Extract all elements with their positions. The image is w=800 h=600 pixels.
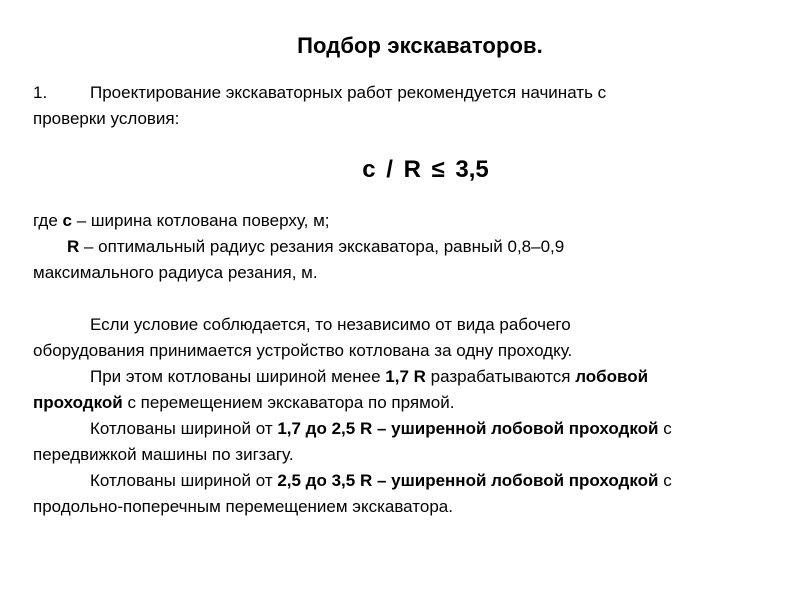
paragraph-3-text-a: Котлованы шириной от bbox=[90, 419, 278, 438]
paragraph-1 bbox=[33, 312, 773, 338]
r-definition: – оптимальный радиус резания экскаватора, равный 0,8–0,9 bbox=[79, 237, 565, 256]
paragraph-1-line1: Если условие соблюдается, то независимо от вида рабочего bbox=[90, 315, 571, 334]
pass-term: проходкой bbox=[33, 393, 123, 412]
item-number: 1. bbox=[33, 83, 48, 102]
paragraph-3 bbox=[33, 416, 773, 442]
paragraph-4-text-c: с bbox=[658, 471, 672, 490]
paragraph-2-text-c: разрабатываются bbox=[425, 367, 576, 386]
width-limit-1-7r: 1,7 R bbox=[385, 367, 426, 386]
c-symbol: с bbox=[62, 211, 73, 230]
paragraph-4 bbox=[33, 468, 773, 494]
item-1 bbox=[33, 80, 773, 132]
item-1-text-line1: Проектирование экскаваторных работ рекомендуется начинать с bbox=[90, 83, 607, 102]
paragraph-2 bbox=[33, 364, 773, 390]
widened-frontal-pass-1: 1,7 до 2,5 R – уширенной лобовой проходкой bbox=[277, 419, 659, 438]
paragraph-1-line2: оборудования принимается устройство котлована за одну проходку. bbox=[33, 341, 573, 360]
c-definition: – ширина котлована поверху, м; bbox=[72, 211, 330, 230]
definition-r bbox=[33, 234, 773, 260]
item-1-text-line2: проверки условия: bbox=[33, 109, 180, 128]
paragraph-4-text-a: Котлованы шириной от bbox=[90, 471, 278, 490]
paragraph-4-line2: продольно-поперечным перемещением экскаватора. bbox=[33, 497, 453, 516]
r-symbol: R bbox=[67, 237, 80, 256]
slide-title: Подбор экскаваторов. bbox=[297, 33, 543, 58]
widened-frontal-pass-2: 2,5 до 3,5 R – уширенной лобовой проходкой bbox=[277, 471, 659, 490]
definition-r-line2: максимального радиуса резания, м. bbox=[33, 263, 318, 282]
condition-formula: c / R ≤ 3,5 bbox=[362, 156, 489, 183]
spacer bbox=[33, 286, 773, 312]
paragraph-2-text-f: с перемещением экскаватора по прямой. bbox=[122, 393, 455, 412]
slide-body bbox=[33, 80, 773, 520]
paragraph-2-text-a: При этом котлованы шириной менее bbox=[90, 367, 386, 386]
paragraph-3-text-c: с bbox=[658, 419, 672, 438]
frontal-term: лобовой bbox=[575, 367, 649, 386]
paragraph-3-line2: передвижкой машины по зигзагу. bbox=[33, 445, 294, 464]
where-prefix: где bbox=[33, 211, 63, 230]
paragraph-2-line2 bbox=[33, 390, 773, 416]
definition-c bbox=[33, 208, 773, 234]
